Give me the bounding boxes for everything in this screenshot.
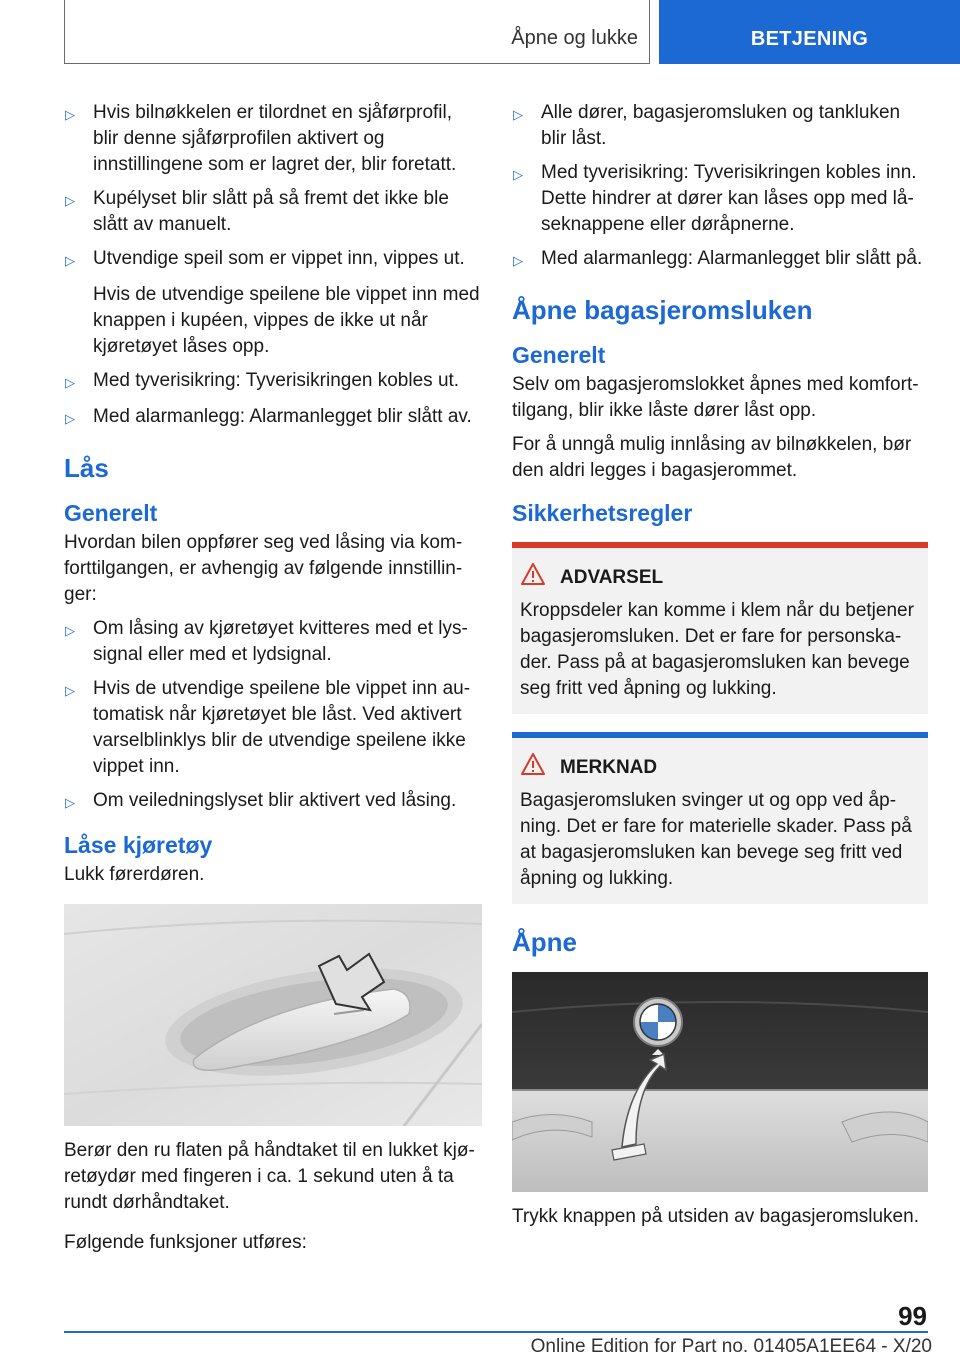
header-section-title: Åpne og lukke	[511, 27, 638, 49]
warning-text: Kroppsdeler kan komme i klem når du betjener bagasjeromsluken. Det er fare for personskader. Pass på at bagasjeromsluken kan bevege seg fritt ved åpning og lukking.	[520, 600, 914, 699]
list-item: ▷ Om låsing av kjøretøyet kvitteres med et lyssignal eller med et lydsignal.	[64, 616, 482, 668]
lase-paragraph: Lukk førerdøren.	[64, 864, 205, 885]
list-item: ▷ Hvis de utvendige speilene ble vippet inn automatisk når kjøretøyet ble låst. Ved aktivert varselblinklys blir de utvendige speilene ikke vippet inn.	[64, 676, 482, 780]
list-item: ▷ Hvis bilnøkkelen er tilordnet en sjåførprofil, blir denne sjåførprofilen aktivert og innstillingene som er lagret der, blir foretatt.	[64, 100, 482, 178]
heading-lase-kjoretoy: Låse kjøretøy	[64, 832, 213, 858]
bullet-triangle-icon: ▷	[65, 683, 75, 698]
bullet-triangle-icon: ▷	[513, 167, 523, 182]
mirror-note: Hvis de utvendige speilene ble vippet inn med knappen i kupéen, vippes de ikke ut når kjøretøyet låses opp.	[93, 284, 480, 357]
following-functions-text: Følgende funksjoner utføres:	[64, 1232, 307, 1253]
bullet-triangle-icon: ▷	[65, 623, 75, 638]
notice-box	[512, 732, 928, 904]
bullet-triangle-icon: ▷	[65, 107, 75, 122]
heading-sikkerhetsregler: Sikkerhetsregler	[512, 500, 693, 526]
heading-generelt: Generelt	[64, 500, 158, 526]
heading-apne-bagasjeromsluken: Åpne bagasjeromsluken	[512, 295, 813, 325]
bullet-triangle-icon: ▷	[65, 375, 75, 390]
generelt-paragraph-1: Selv om bagasjeromslokket åpnes med komforttilgang, blir ikke låste dører låst opp.	[512, 374, 919, 421]
warning-box	[512, 542, 928, 714]
right-column	[512, 100, 928, 1238]
list-item: ▷ Med tyverisikring: Tyverisikringen kobles ut.	[64, 368, 482, 396]
bullet-triangle-icon: ▷	[65, 795, 75, 810]
generelt-paragraph-2: For å unngå mulig innlåsing av bilnøkkelen, bør den aldri legges i bagasjerommet.	[512, 434, 912, 481]
heading-las: Lås	[64, 453, 109, 483]
list-item: ▷ Utvendige speil som er vippet inn, vippes ut.	[64, 246, 482, 274]
list-item: ▷ Alle dører, bagasjeromsluken og tankluken blir låst.	[512, 100, 928, 152]
footer-divider	[64, 1331, 928, 1333]
list-item: ▷ Med alarmanlegg: Alarmanlegget blir slått på.	[512, 246, 928, 274]
heading-apne: Åpne	[512, 927, 577, 957]
bullet-triangle-icon: ▷	[513, 253, 523, 268]
bullet-triangle-icon: ▷	[513, 107, 523, 122]
heading-generelt-right: Generelt	[512, 342, 606, 368]
generelt-paragraph: Hvordan bilen oppfører seg ved låsing via komforttilgangen, er avhengig av følgende innstillinger:	[64, 532, 463, 605]
bullet-triangle-icon: ▷	[65, 411, 75, 426]
trunk-caption: Trykk knappen på utsiden av bagasjeromsluken.	[512, 1206, 919, 1227]
notice-text: Bagasjeromsluken svinger ut og opp ved åpning. Det er fare for materielle skader. Pass på at bagasjeromsluken kan bevege seg fritt ved åpning og lukking.	[520, 790, 912, 889]
header-chapter-tab[interactable]	[659, 0, 960, 64]
notice-triangle-icon	[520, 752, 560, 784]
header-chapter-label: BETJENING	[750, 28, 869, 50]
list-item: ▷ Med alarmanlegg: Alarmanlegget blir slått av.	[64, 404, 482, 432]
bullet-triangle-icon: ▷	[65, 193, 75, 208]
list-item: ▷ Om veiledningslyset blir aktivert ved låsing.	[64, 788, 482, 816]
bullet-triangle-icon: ▷	[65, 253, 75, 268]
page-number: 99	[898, 1301, 927, 1331]
left-column	[64, 100, 482, 1264]
door-handle-illustration	[64, 904, 482, 1126]
notice-title: MERKNAD	[560, 757, 658, 778]
list-item: ▷ Med tyverisikring: Tyverisikringen kobles inn. Dette hindrer at dører kan låses opp med låseknappene eller døråpnerne.	[512, 160, 928, 238]
list-item: ▷ Kupélyset blir slått på så fremt det ikke ble slått av manuelt.	[64, 186, 482, 238]
warning-title: ADVARSEL	[560, 567, 664, 588]
trunk-button-illustration	[512, 972, 928, 1192]
warning-triangle-icon	[520, 562, 560, 594]
after-figure-paragraph: Berør den ru flaten på håndtaket til en lukket kjøretøydør med fingeren i ca. 1 sekund uten å ta rundt dørhåndtaket.	[64, 1140, 475, 1213]
footer-edition-text: Online Edition for Part no. 01405A1EE64 - X/20	[530, 1336, 932, 1357]
